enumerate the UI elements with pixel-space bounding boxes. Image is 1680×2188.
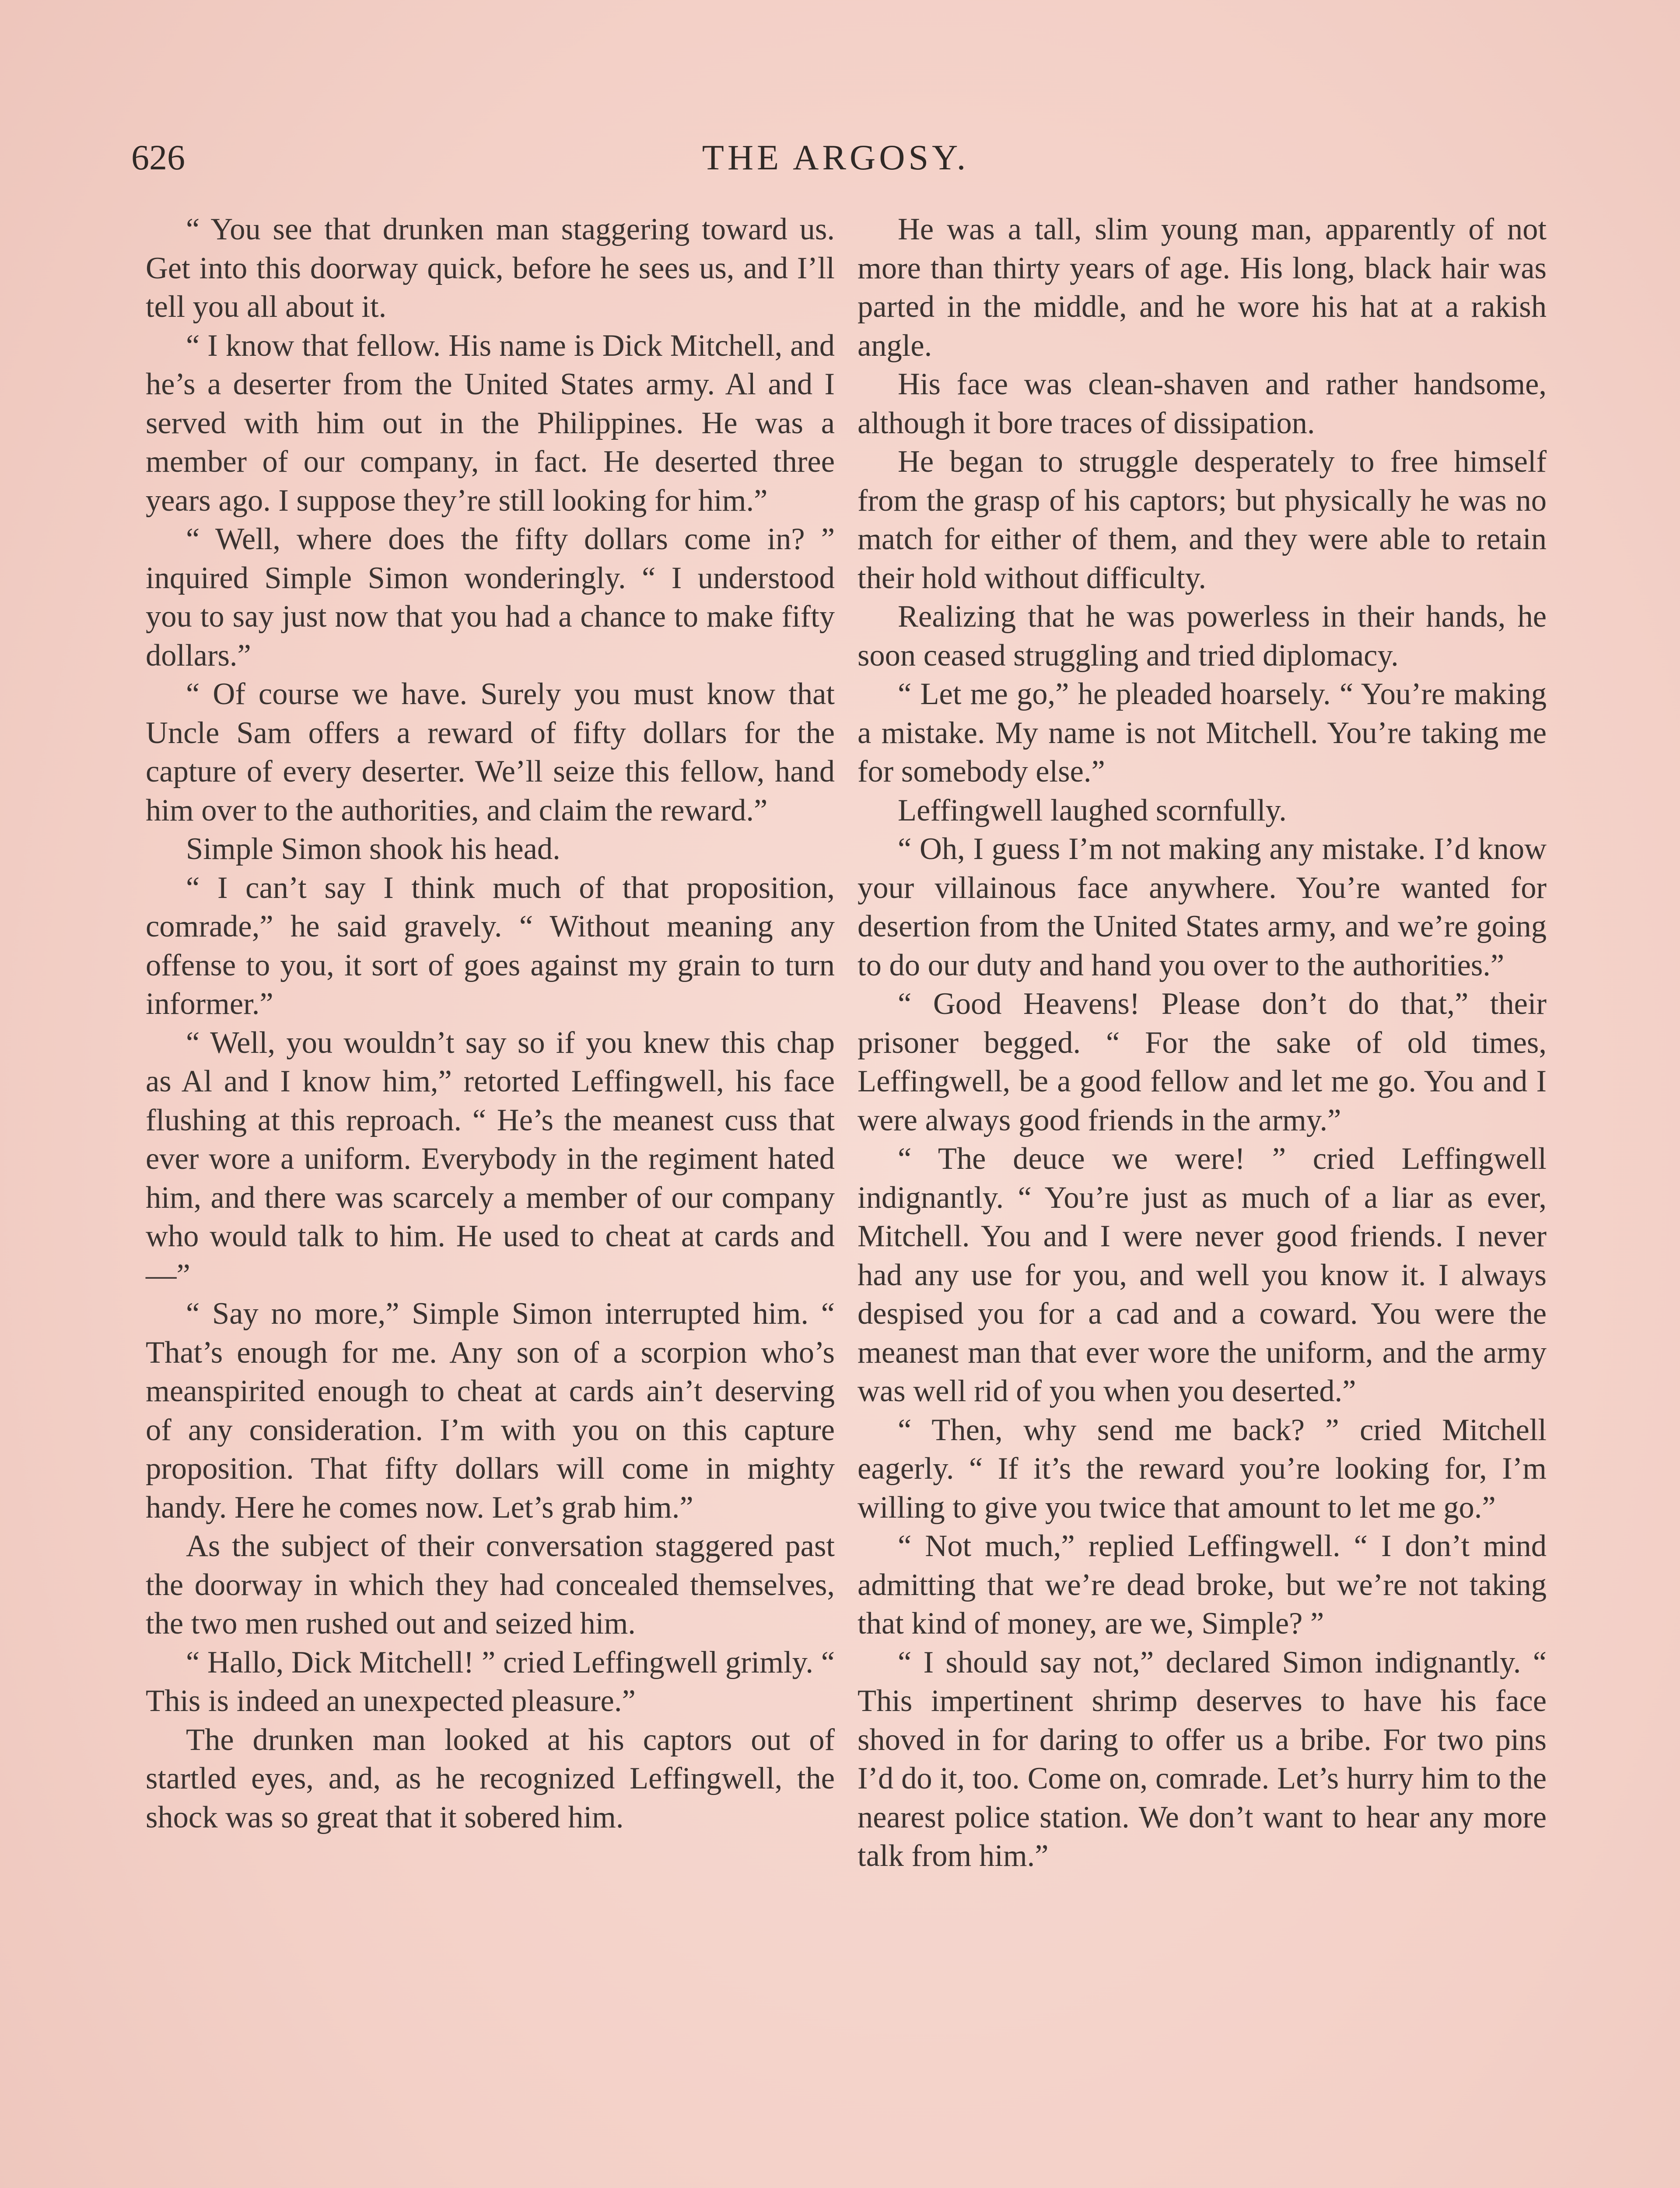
- right-column: [858, 210, 1547, 1876]
- paragraph: “ I can’t say I think much of that proposition, comrade,” he said gravely. “ Without meaning any offense to you, it sort of goes against my grain to turn informer.”: [146, 870, 835, 1021]
- paragraph: “ Then, why send me back? ” cried Mitchell eagerly. “ If it’s the reward you’re looking for, I’m willing to give you twice that amount to let me go.”: [858, 1413, 1547, 1525]
- paragraph: Realizing that he was powerless in their hands, he soon ceased struggling and tried diplomacy.: [858, 600, 1547, 673]
- paragraph: Simple Simon shook his head.: [186, 832, 560, 866]
- page-number: 626: [131, 137, 185, 177]
- paragraph: “ Say no more,” Simple Simon interrupted him. “ That’s enough for me. Any son of a scorpion who’s meanspirited enough to cheat at cards ain’t deserving of any consideration. I’m with you on this capture proposition. That fifty dollars will come in mighty handy. Here he comes now. Let’s grab him.”: [146, 1297, 835, 1525]
- paragraph: “ Well, you wouldn’t say so if you knew this chap as Al and I know him,” retorted Leffingwell, his face flushing at this reproach. “ He’s the meanest cuss that ever wore a uniform. Everybody in the regiment hated him, and there was scarcely a member of our company who would talk to him. He used to cheat at cards and—”: [146, 1025, 835, 1292]
- paragraph: “ I should say not,” declared Simon indignantly. “ This impertinent shrimp deserves to have his face shoved in for daring to offer us a bribe. For two pins I’d do it, too. Come on, comrade. Let’s hurry him to the nearest police station. We don’t want to hear any more talk from him.”: [858, 1645, 1547, 1873]
- paragraph: “ Oh, I guess I’m not making any mistake. I’d know your villainous face anywhere. You’re wanted for desertion from the United States army, and we’re going to do our duty and hand you over to the authorities.”: [858, 832, 1547, 982]
- paragraph: His face was clean-shaven and rather handsome, although it bore traces of dissipation.: [858, 367, 1547, 440]
- paragraph: “ Of course we have. Surely you must know that Uncle Sam offers a reward of fifty dollars for the capture of every deserter. We’ll seize this fellow, hand him over to the authorities, and claim the reward.”: [146, 677, 835, 828]
- paragraph: “ The deuce we were! ” cried Leffingwell indignantly. “ You’re just as much of a liar as ever, Mitchell. You and I were never good friends. I never had any use for you, and well you know it. I always despised you for a cad and a coward. You were the meanest man that ever wore the uniform, and the army was well rid of you when you deserted.”: [858, 1142, 1547, 1408]
- paragraph: He was a tall, slim young man, apparently of not more than thirty years of age. His long, black hair was parted in the middle, and he wore his hat at a rakish angle.: [858, 212, 1547, 363]
- paragraph: Leffingwell laughed scornfully.: [898, 793, 1287, 828]
- paragraph: As the subject of their conversation staggered past the doorway in which they had concealed themselves, the two men rushed out and seized him.: [146, 1529, 835, 1641]
- left-column: [146, 210, 835, 1837]
- paragraph: He began to struggle desperately to free himself from the grasp of his captors; but physically he was no match for either of them, and they were able to retain their hold without difficulty.: [858, 445, 1547, 595]
- page-header: [131, 127, 1540, 188]
- paragraph: “ Well, where does the fifty dollars come in? ” inquired Simple Simon wonderingly. “ I understood you to say just now that you had a chance to make fifty dollars.”: [146, 522, 835, 673]
- paragraph: “ You see that drunken man staggering toward us. Get into this doorway quick, before he sees us, and I’ll tell you all about it.: [146, 212, 835, 324]
- paragraph: “ I know that fellow. His name is Dick Mitchell, and he’s a deserter from the United States army. Al and I served with him out in the Philippines. He was a member of our company, in fact. He deserted three years ago. I suppose they’re still looking for him.”: [146, 328, 835, 518]
- paragraph: “ Good Heavens! Please don’t do that,” their prisoner begged. “ For the sake of old times, Leffingwell, be a good fellow and let me go. You and I were always good friends in the army.”: [858, 987, 1547, 1137]
- paragraph: “ Not much,” replied Leffingwell. “ I don’t mind admitting that we’re dead broke, but we’re not taking that kind of money, are we, Simple? ”: [858, 1529, 1547, 1641]
- paragraph: “ Let me go,” he pleaded hoarsely. “ You’re making a mistake. My name is not Mitchell. You’re taking me for somebody else.”: [858, 677, 1547, 789]
- paragraph: The drunken man looked at his captors out of startled eyes, and, as he recognized Leffingwell, the shock was so great that it sobered him.: [146, 1722, 835, 1834]
- running-title: THE ARGOSY.: [702, 137, 970, 177]
- paragraph: “ Hallo, Dick Mitchell! ” cried Leffingwell grimly. “ This is indeed an unexpected pleasure.”: [146, 1645, 835, 1718]
